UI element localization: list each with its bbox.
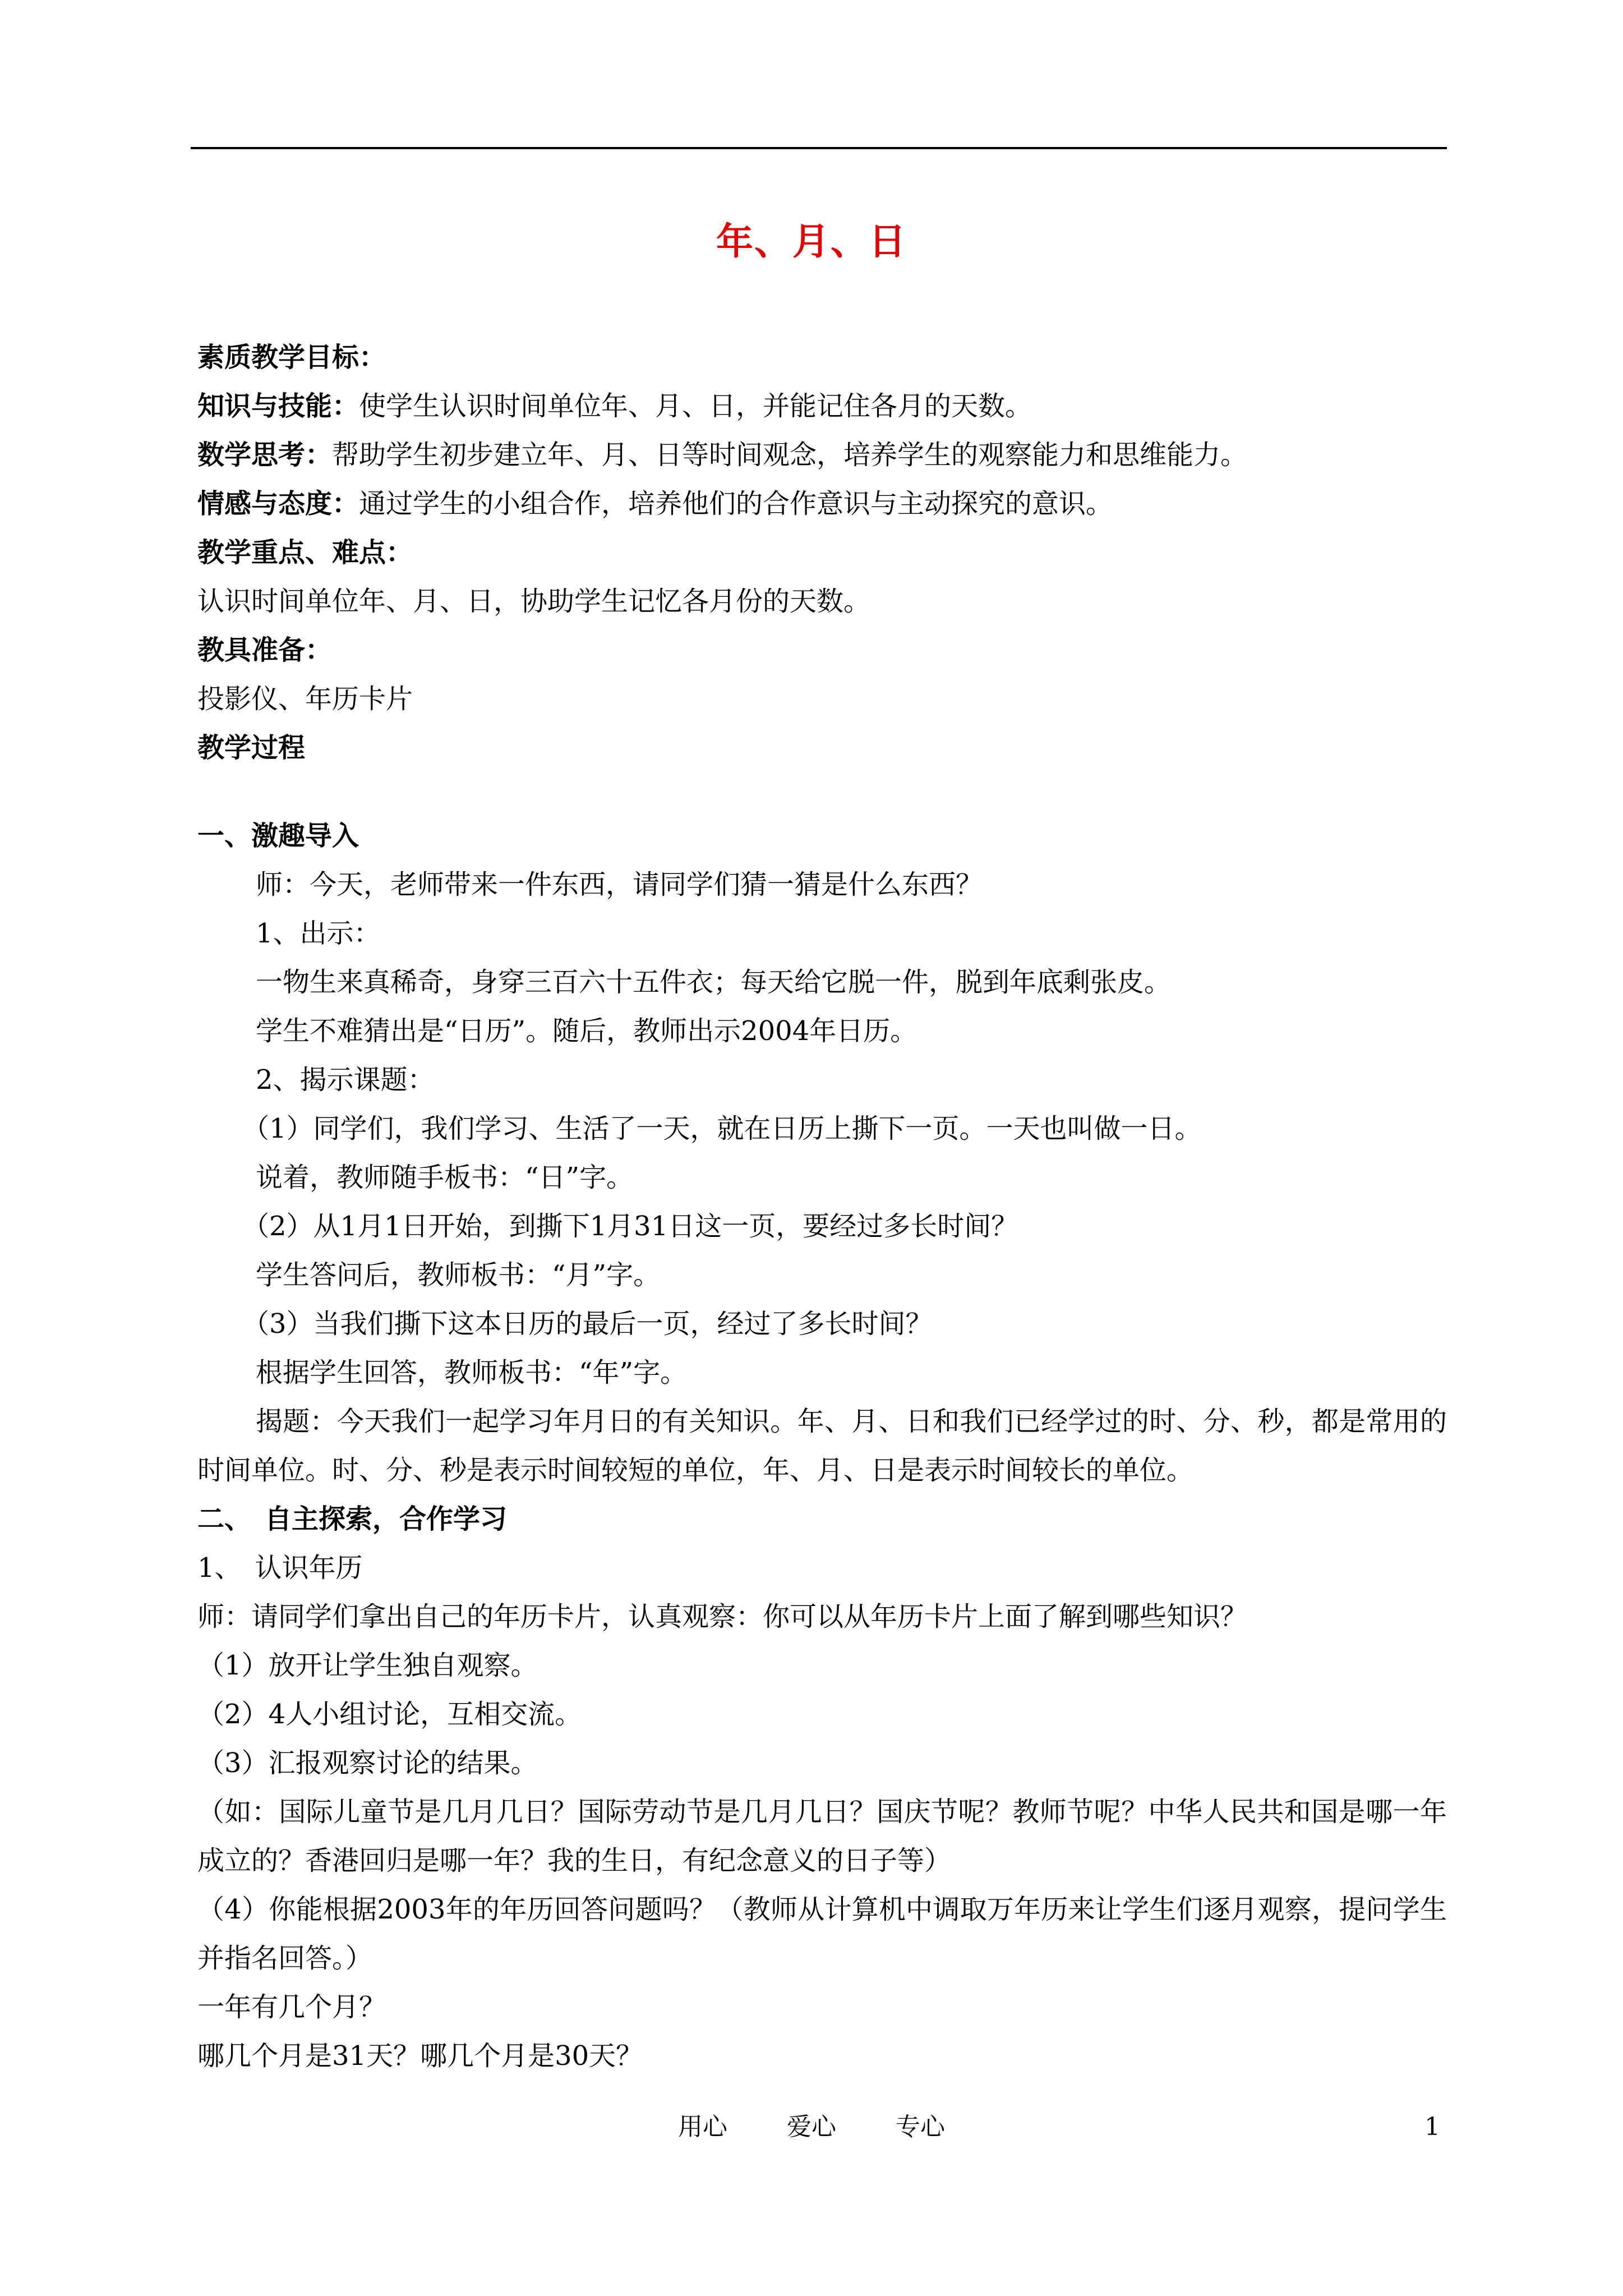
- objective-knowledge: [197, 382, 1447, 431]
- section2-subheading: 1、 认识年历: [197, 1552, 363, 1584]
- objective-knowledge-label: 知识与技能：: [197, 390, 359, 422]
- section2-item4: （4）你能根据2003年的年历回答问题吗？（教师从计算机中调取万年历来让学生们逐月观察，提问学生并指名回答。）: [197, 1894, 1447, 1974]
- section1-line: 2、揭示课题：: [256, 1064, 435, 1096]
- section1-step2-note: 学生答问后，教师板书：“月”字。: [256, 1259, 661, 1291]
- objective-attitude: [197, 480, 1447, 528]
- section1-step2: （2）从1月1日开始，到撕下1月31日这一页，要经过多长时间？: [242, 1211, 1018, 1242]
- objective-knowledge-text: 使学生认识时间单位年、月、日，并能记住各月的天数。: [359, 390, 1032, 422]
- objective-thinking: [197, 431, 1447, 480]
- section2-prompt: 师：请同学们拿出自己的年历卡片，认真观察：你可以从年历卡片上面了解到哪些知识？: [197, 1601, 1248, 1632]
- footer-motto-word: 爱心: [787, 2113, 836, 2141]
- key-points-text: 认识时间单位年、月、日，协助学生记忆各月份的天数。: [197, 586, 871, 617]
- objective-attitude-label: 情感与态度：: [197, 488, 359, 519]
- section2-item: （2）4人小组讨论，互相交流。: [197, 1699, 582, 1730]
- section1-step3: （3）当我们撕下这本日历的最后一页，经过了多长时间？: [242, 1308, 933, 1340]
- page-number: 1: [1424, 2113, 1440, 2141]
- section2-heading: 二、 自主探索，合作学习: [197, 1503, 508, 1535]
- section2-item: （3）汇报观察讨论的结果。: [197, 1747, 538, 1779]
- footer-motto-word: 专心: [896, 2113, 945, 2141]
- footer-motto: [0, 2110, 1623, 2144]
- section2-question: 一年有几个月？: [197, 1991, 386, 2023]
- footer-motto-word: 用心: [678, 2113, 727, 2141]
- document-body: [197, 333, 1447, 2081]
- header-rule: [191, 147, 1447, 149]
- objective-thinking-text: 帮助学生初步建立年、月、日等时间观念，培养学生的观察能力和思维能力。: [332, 439, 1248, 471]
- objective-attitude-text: 通过学生的小组合作，培养他们的合作意识与主动探究的意识。: [359, 488, 1113, 519]
- objective-thinking-label: 数学思考：: [197, 439, 333, 471]
- materials-text: 投影仪、年历卡片: [197, 683, 413, 715]
- section1-line: 学生不难猜出是“日历”。随后，教师出示2004年日历。: [256, 1015, 917, 1047]
- materials-heading: 教具准备：: [197, 634, 333, 666]
- section2-example: （如：国际儿童节是几月几日？国际劳动节是几月几日？国庆节呢？教师节呢？中华人民共和国是哪一年成立的？香港回归是哪一年？我的生日，有纪念意义的日子等）: [197, 1796, 1447, 1876]
- section1-line: 一物生来真稀奇，身穿三百六十五件衣；每天给它脱一件，脱到年底剩张皮。: [256, 967, 1172, 998]
- document-title: 年、月、日: [716, 219, 907, 263]
- objectives-heading: 素质教学目标：: [197, 342, 386, 373]
- section1-heading: 一、激趣导入: [197, 820, 359, 852]
- section2-question: 哪几个月是31天？哪几个月是30天？: [197, 2040, 643, 2072]
- section1-line: 1、出示：: [256, 918, 381, 949]
- section1-reveal: 揭题：今天我们一起学习年月日的有关知识。年、月、日和我们已经学过的时、分、秒，都是常用的时间单位。时、分、秒是表示时间较短的单位，年、月、日是表示时间较长的单位。: [197, 1406, 1447, 1486]
- spacer: [197, 772, 1447, 812]
- key-points-heading: 教学重点、难点：: [197, 537, 413, 568]
- section1-step1-note: 说着，教师随手板书：“日”字。: [256, 1162, 634, 1193]
- process-heading: 教学过程: [197, 732, 306, 763]
- section1-line: 师：今天，老师带来一件东西，请同学们猜一猜是什么东西？: [256, 869, 983, 900]
- section1-step3-note: 根据学生回答，教师板书：“年”字。: [256, 1357, 688, 1388]
- section1-step1: （1）同学们，我们学习、生活了一天，就在日历上撕下一页。一天也叫做一日。: [242, 1113, 1202, 1144]
- section2-item: （1）放开让学生独自观察。: [197, 1650, 538, 1681]
